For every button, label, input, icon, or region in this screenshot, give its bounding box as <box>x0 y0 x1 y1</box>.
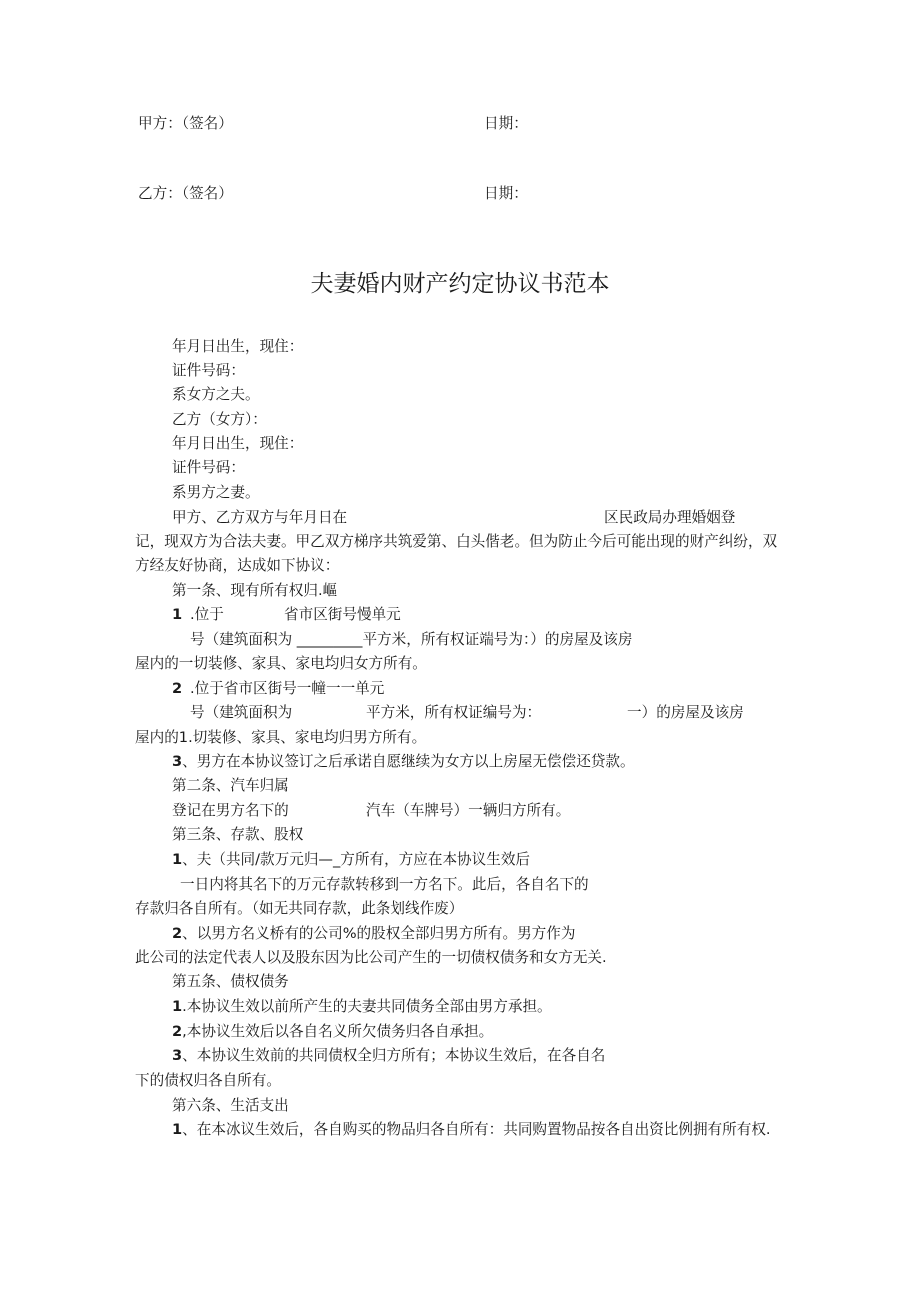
item-number: 3 <box>172 753 183 770</box>
party-b-date-label: 日期： <box>484 185 528 202</box>
article-1-item-2-line-3: 屋内的1.切装修、家具、家电均归男方所有。 <box>135 729 427 746</box>
article-1-item-2-line-2c: 一）的房屋及该房 <box>627 704 744 721</box>
item-number: 1 <box>172 998 183 1015</box>
article-1-item-3 <box>172 753 635 771</box>
preamble-line-1b: 区民政局办理婚姻登 <box>604 509 736 526</box>
item-number: 2 <box>172 680 183 697</box>
article-3-item-1-line-1 <box>172 851 530 869</box>
article-3-item-2-line-1 <box>172 925 575 943</box>
article-6-item-1 <box>172 1121 771 1139</box>
party-b-birth: 年月日出生，现住： <box>172 435 304 452</box>
article-3-heading: 第三条、存款、股权 <box>172 826 304 843</box>
article-2-line-a: 登记在男方名下的 <box>172 802 289 819</box>
article-5-item-3-line-1 <box>172 1047 605 1065</box>
party-a-relation: 系女方之夫。 <box>172 386 260 403</box>
party-b-relation: 系男方之妻。 <box>172 484 260 501</box>
item-text: 、男方在本协议签订之后承诺自愿继续为女方以上房屋无偿偿还贷款。 <box>182 753 635 770</box>
article-5-item-3-line-2: 下的债权归各自所有。 <box>135 1072 281 1089</box>
party-a-date-label: 日期： <box>484 115 528 132</box>
item-number: 1 <box>172 1121 183 1138</box>
item-text: 、本协议生效前的共同债权全归方所有；本协议生效后，在各自名 <box>182 1047 606 1064</box>
article-5-item-1 <box>172 998 552 1016</box>
article-1-item-1-line-2: 号（建筑面积为 _________平方米，所有权证端号为：）的房屋及该房 <box>190 631 633 648</box>
item-number: 1 <box>172 851 183 868</box>
item-number: 3 <box>172 1047 183 1064</box>
preamble-line-2: 记，现双方为合法夫妻。甲乙双方梯序共筑爱第、白头偕老。但为防止今后可能出现的财产纠纷，双 <box>135 533 778 550</box>
preamble-line-3: 方经友好协商，达成如下协议： <box>135 557 340 574</box>
article-5-heading: 第五条、债权债务 <box>172 973 289 990</box>
article-3-item-2-line-2: 此公司的法定代表人以及股东因为比公司产生的一切债权债务和女方无关. <box>135 949 607 966</box>
article-1-item-1-number <box>172 606 182 624</box>
article-2-heading: 第二条、汽车归属 <box>172 777 289 794</box>
article-1-item-2-line-2b: 平方米，所有权证编号为： <box>366 704 542 721</box>
article-1-item-2-number <box>172 680 182 698</box>
party-a-signature-label: 甲方：（签名） <box>138 115 233 132</box>
party-b-heading: 乙方（女方）： <box>172 411 267 428</box>
article-1-item-1-line-1b: 省市区街号慢单元 <box>284 606 401 623</box>
item-number: 1 <box>172 606 183 623</box>
article-1-item-2-line-2a: 号（建筑面积为 <box>190 704 293 721</box>
party-b-id: 证件号码： <box>172 459 245 476</box>
article-5-item-2 <box>172 1023 493 1041</box>
item-number: 2 <box>172 925 183 942</box>
article-3-item-1-line-3: 存款归各自所有。（如无共同存款，此条划线作废） <box>135 900 464 917</box>
document-title: 夫妻婚内财产约定协议书范本 <box>310 271 610 297</box>
article-1-item-1-line-1a: .位于 <box>190 606 224 623</box>
article-1-item-2-line-1: .位于省市区街号一幢一一单元 <box>190 680 385 697</box>
article-1-item-1-line-3: 屋内的一切装修、家具、家电均归女方所有。 <box>135 655 427 672</box>
article-2-line-b: 汽车（车牌号）一辆归方所有。 <box>366 802 571 819</box>
preamble-line-1a: 甲方、乙方双方与年月日在 <box>172 509 348 526</box>
item-text: ,本协议生效后以各自名义所欠债务归各自承担。 <box>182 1023 494 1040</box>
article-1-heading: 第一条、现有所有权归.嶇 <box>172 582 338 599</box>
item-text: .本协议生效以前所产生的夫妻共同债务全部由男方承担。 <box>182 998 552 1015</box>
item-text: 、夫（共同/款万元归—_方所有，方应在本协议生效后 <box>182 851 531 868</box>
party-a-birth: 年月日出生，现住： <box>172 338 304 355</box>
party-a-id: 证件号码： <box>172 362 245 379</box>
item-text: 、以男方名义桥有的公司%的股权全部归男方所有。男方作为 <box>182 925 576 942</box>
party-b-signature-label: 乙方：（签名） <box>138 185 233 202</box>
item-text: 、在本冰议生效后，各自购买的物品归各自所有：共同购置物品按各自出资比例拥有所有权. <box>182 1121 771 1138</box>
article-3-item-1-line-2: 一日内将其名下的万元存款转移到一方名下。此后，各自名下的 <box>180 876 589 893</box>
article-6-heading: 第六条、生活支出 <box>172 1097 289 1114</box>
item-number: 2 <box>172 1023 183 1040</box>
